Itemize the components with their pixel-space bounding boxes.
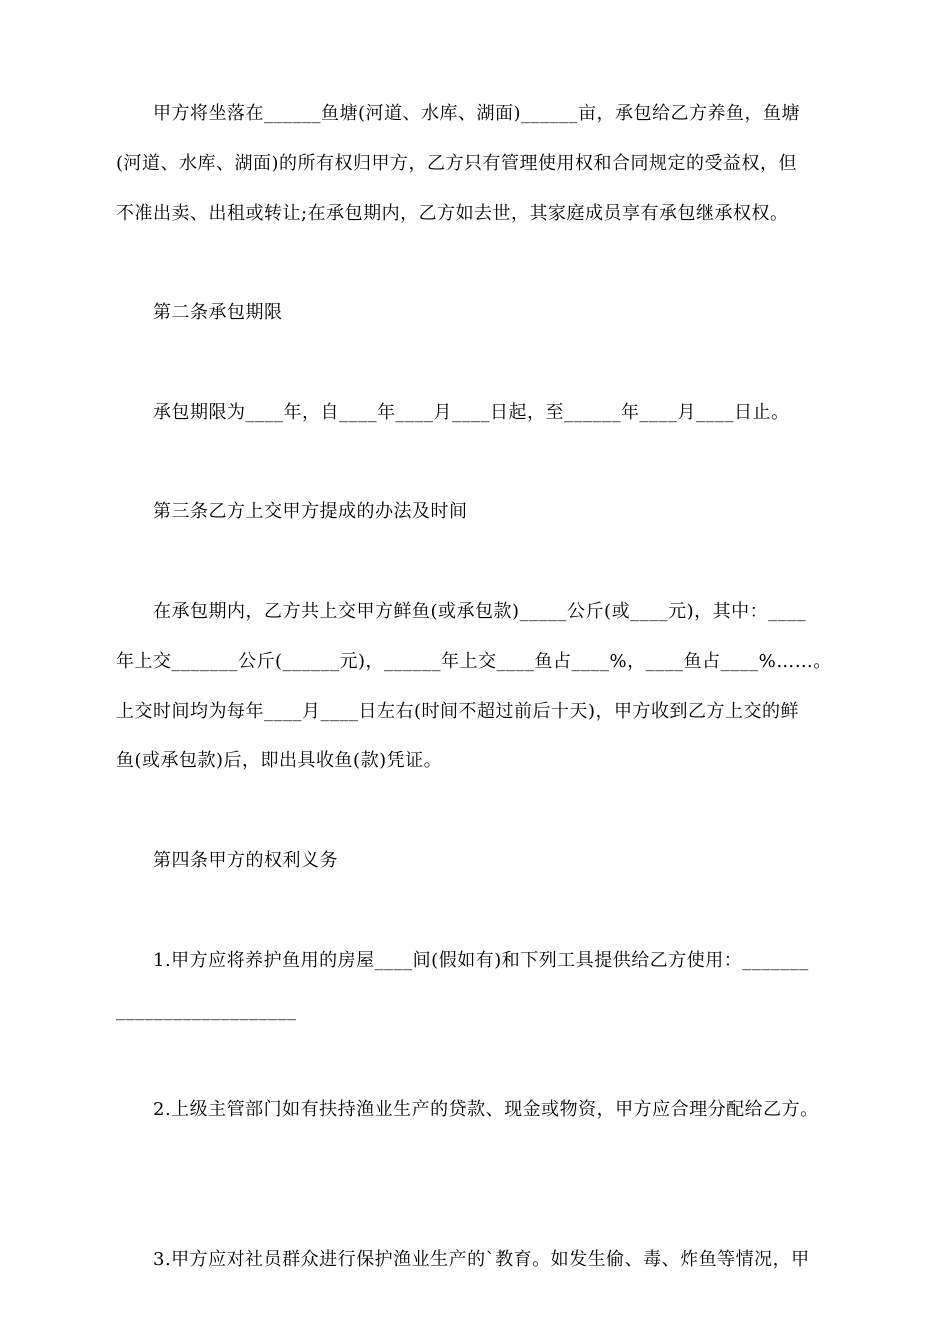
article4-item3: 3.甲方应对社员群众进行保护渔业生产的`教育。如发生偷、毒、炸鱼等情况，甲	[153, 1249, 810, 1270]
article4-item1-line2: ___________________	[116, 1000, 297, 1021]
article3-heading: 第三条乙方上交甲方提成的办法及时间	[153, 501, 468, 522]
para1-line1: 甲方将坐落在______鱼塘(河道、水库、湖面)______亩，承包给乙方养鱼，鱼塘	[153, 103, 801, 124]
para1-line2: (河道、水库、湖面)的所有权归甲方，乙方只有管理使用权和合同规定的受益权，但	[116, 153, 798, 174]
article4-item1-line1: 1.甲方应将养护鱼用的房屋____间(假如有)和下列工具提供给乙方使用：_______	[153, 950, 809, 971]
article3-line1: 在承包期内，乙方共上交甲方鲜鱼(或承包款)_____公斤(或____元)，其中：____	[153, 601, 807, 622]
article3-line3: 上交时间均为每年____月____日左右(时间不超过前后十天)，甲方收到乙方上交的鲜	[116, 701, 800, 722]
article4-heading: 第四条甲方的权利义务	[153, 850, 338, 871]
article2-line1: 承包期限为____年，自____年____月____日起，至______年____月____日止。	[153, 402, 790, 423]
article3-line4: 鱼(或承包款)后，即出具收鱼(款)凭证。	[116, 750, 443, 771]
article2-heading: 第二条承包期限	[153, 302, 283, 323]
article4-item2: 2.上级主管部门如有扶持渔业生产的贷款、现金或物资，甲方应合理分配给乙方。	[153, 1099, 819, 1120]
article3-line2: 年上交_______公斤(______元)，______年上交____鱼占____%，____鱼占____%……。	[116, 651, 832, 672]
para1-line3: 不准出卖、出租或转让;在承包期内，乙方如去世，其家庭成员享有承包继承权权。	[116, 203, 789, 224]
